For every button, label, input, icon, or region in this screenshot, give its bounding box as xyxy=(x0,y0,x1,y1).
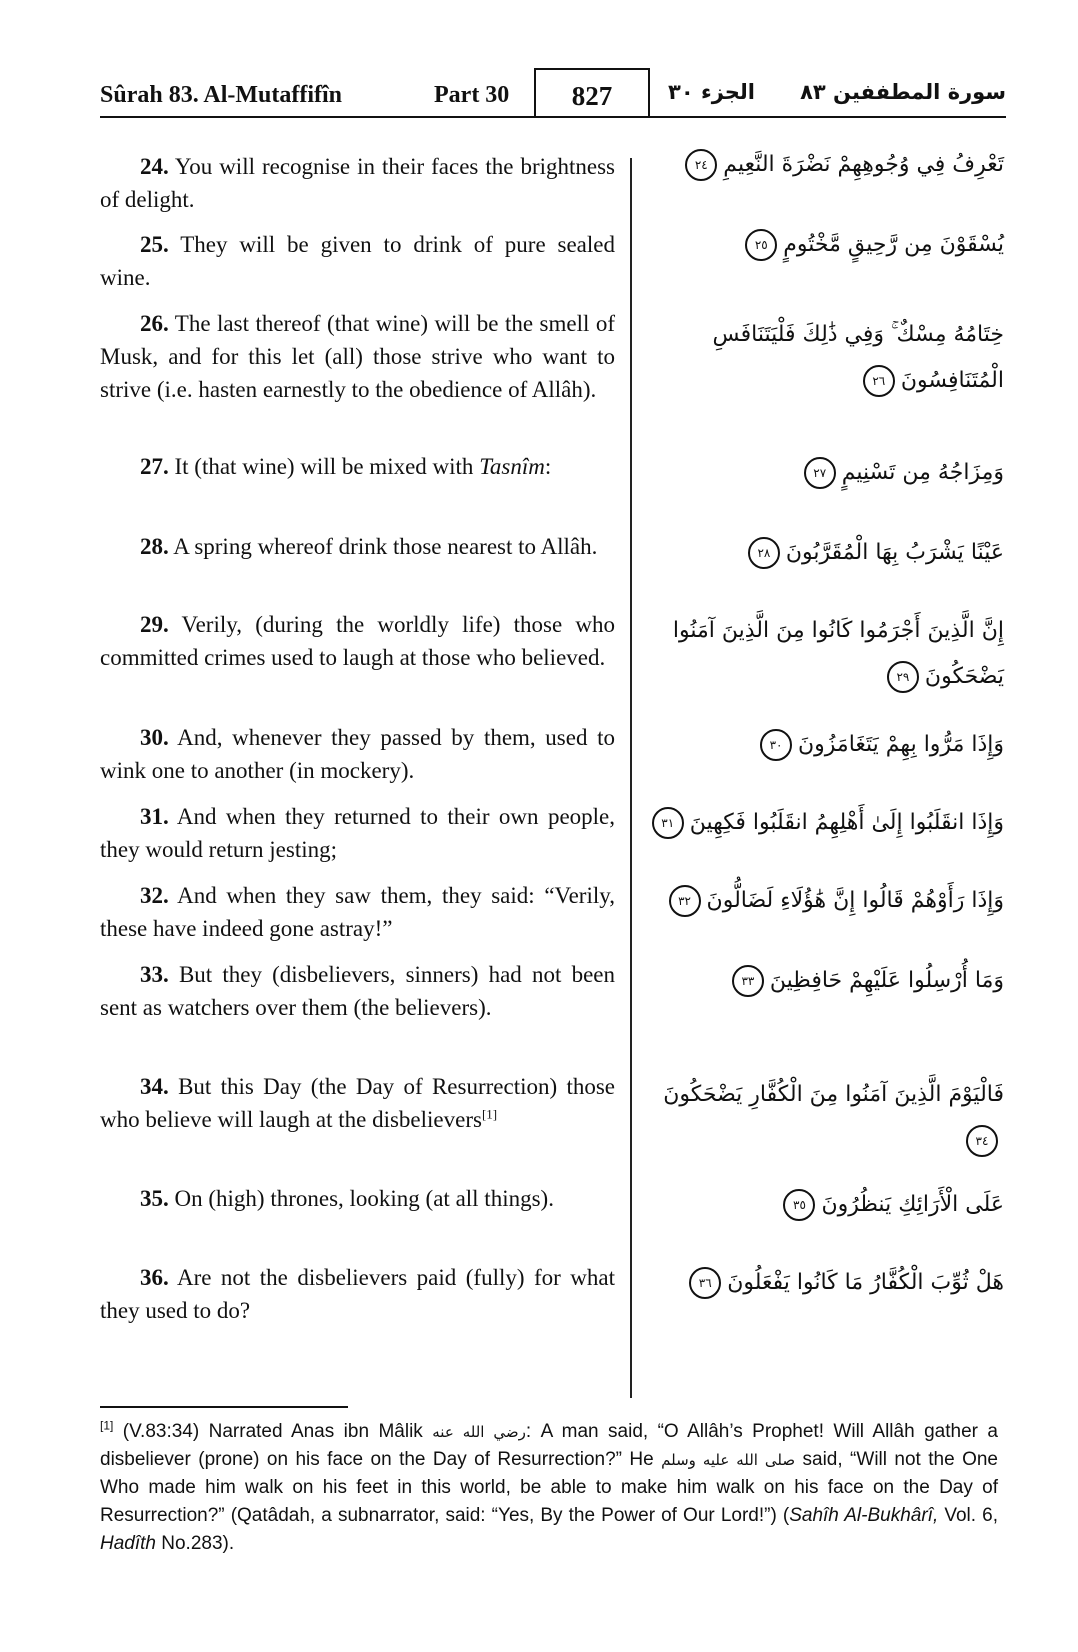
arabic-text: وَإِذَا مَرُّوا بِهِمْ يَتَغَامَزُونَ xyxy=(798,732,1004,757)
verse-end-marker-icon: ٢٦ xyxy=(863,365,895,397)
verse-29-arabic xyxy=(650,608,1004,700)
verse-end-marker-icon: ٢٧ xyxy=(804,457,836,489)
arabic-text: فَالْيَوْمَ الَّذِينَ آمَنُوا مِنَ الْكُفَّارِ يَضْحَكُونَ xyxy=(663,1082,1004,1107)
verse-text: On (high) thrones, looking (at all things). xyxy=(168,1186,554,1211)
verse-end-marker-icon: ٢٩ xyxy=(887,661,919,693)
verse-end-marker-icon: ٢٥ xyxy=(745,229,777,261)
footnote-arabic-honorific: صلى الله عليه وسلم xyxy=(661,1451,796,1469)
verse-end-marker-icon: ٣٥ xyxy=(783,1189,815,1221)
footnote-source-term: Hadîth xyxy=(100,1533,156,1554)
verse-number: 32. xyxy=(140,883,169,908)
verse-end-marker-icon: ٣٢ xyxy=(669,885,701,917)
verse-27-arabic xyxy=(650,450,1004,496)
verse-36-arabic xyxy=(650,1260,1004,1306)
verse-text: But this Day (the Day of Resurrection) those who believe will laugh at the disbelievers xyxy=(100,1074,615,1132)
header-divider xyxy=(100,116,1006,118)
arabic-text: وَمِزَاجُهُ مِن تَسْنِيمٍ xyxy=(841,460,1004,485)
verse-number: 36. xyxy=(140,1265,169,1290)
verse-34-arabic xyxy=(650,1072,1004,1164)
verse-end-marker-icon: ٣٤ xyxy=(966,1125,998,1157)
verse-25-translation xyxy=(100,228,615,294)
verse-number: 35. xyxy=(140,1186,169,1211)
footnote-divider xyxy=(100,1406,348,1408)
page-number: 827 xyxy=(534,68,650,117)
surah-title-english: Sûrah 83. Al-Mutaffifîn xyxy=(100,82,343,108)
verse-33-arabic xyxy=(650,958,1004,1004)
verse-24-translation xyxy=(100,150,615,216)
verse-end-marker-icon: ٣٣ xyxy=(732,965,764,997)
verse-text: The last thereof (that wine) will be the smell of Musk, and for this let (all) those strive who want to strive (i.e. hasten earnestly to the obedience of Allâh). xyxy=(100,311,615,402)
verse-text: You will recognise in their faces the brightness of delight. xyxy=(100,154,615,212)
arabic-text: خِتَامُهُ مِسْكٌ ۚ وَفِي ذَٰلِكَ فَلْيَتَنَافَسِ الْمُتَنَافِسُونَ xyxy=(712,322,1004,393)
verse-text: Are not the disbelievers paid (fully) for what they used to do? xyxy=(100,1265,615,1323)
verse-text: And when they saw them, they said: “Verily, these have indeed gone astray!” xyxy=(100,883,615,941)
verse-29-translation xyxy=(100,608,615,674)
verse-end-marker-icon: ٣٦ xyxy=(689,1267,721,1299)
verse-text: And when they returned to their own people, they would return jesting; xyxy=(100,804,615,862)
verse-text: Verily, (during the worldly life) those who committed crimes used to laugh at those who believed. xyxy=(100,612,615,670)
arabic-text: هَلْ ثُوِّبَ الْكُفَّارُ مَا كَانُوا يَفْعَلُونَ xyxy=(727,1270,1004,1295)
arabic-text: وَمَا أُرْسِلُوا عَلَيْهِمْ حَافِظِينَ xyxy=(769,968,1004,993)
verse-end-marker-icon: ٢٨ xyxy=(748,537,780,569)
verse-text: They will be given to drink of pure sealed wine. xyxy=(100,232,615,290)
column-divider xyxy=(630,158,632,1398)
verse-number: 28. xyxy=(140,534,169,559)
verse-number: 31. xyxy=(140,804,169,829)
footnote-text: said, “Will not the One Who made him walk on his feet in this world, be able to make him walk on his face on the Day of Resurrection?” (Qatâdah, a subnarrator, said: “Yes, By the Power of Our Lord!”) ( xyxy=(100,1449,998,1526)
footnote-source-title: Sahîh Al-Bukhârî, xyxy=(789,1505,939,1526)
verse-text: It (that wine) will be mixed with xyxy=(168,454,480,479)
verse-26-translation xyxy=(100,307,615,406)
verse-number: 33. xyxy=(140,962,169,987)
verse-32-arabic xyxy=(650,878,1004,924)
footnote-text: No.283). xyxy=(155,1533,235,1554)
arabic-text: إِنَّ الَّذِينَ أَجْرَمُوا كَانُوا مِنَ الَّذِينَ آمَنُوا يَضْحَكُونَ xyxy=(672,618,1004,689)
arabic-text: عَلَى الْأَرَائِكِ يَنظُرُونَ xyxy=(821,1192,1004,1217)
verse-27-translation xyxy=(100,450,615,483)
arabic-text: يُسْقَوْنَ مِن رَّحِيقٍ مَّخْتُومٍ xyxy=(783,232,1004,257)
verse-end-marker-icon: ٢٤ xyxy=(685,149,717,181)
verse-number: 26. xyxy=(140,311,169,336)
arabic-text: تَعْرِفُ فِي وُجُوهِهِمْ نَضْرَةَ النَّعِيمِ xyxy=(723,152,1004,177)
surah-title-arabic: سورة المطففين ٨٣ xyxy=(800,80,1006,104)
arabic-text: وَإِذَا رَأَوْهُمْ قَالُوا إِنَّ هَٰؤُلَاءِ لَضَالُّونَ xyxy=(706,888,1004,913)
verse-35-translation xyxy=(100,1182,615,1215)
verse-number: 29. xyxy=(140,612,169,637)
verse-28-arabic xyxy=(650,530,1004,576)
footnote xyxy=(100,1418,998,1558)
verse-text: But they (disbelievers, sinners) had not been sent as watchers over them (the believers). xyxy=(100,962,615,1020)
arabic-text: عَيْنًا يَشْرَبُ بِهَا الْمُقَرَّبُونَ xyxy=(785,540,1004,565)
verse-number: 30. xyxy=(140,725,169,750)
verse-36-translation xyxy=(100,1261,615,1327)
footnote-text: : A man said, “O Allâh’s Prophet! Will Allâh gather a disbeliever (prone) on his face on the Day of Resurrection?” He xyxy=(100,1421,998,1470)
footnote-text: Vol. 6, xyxy=(938,1505,998,1526)
verse-text: And, whenever they passed by them, used to wink one to another (in mockery). xyxy=(100,725,615,783)
verse-31-arabic xyxy=(650,800,1004,846)
verse-25-arabic xyxy=(650,222,1004,268)
verse-34-translation xyxy=(100,1070,615,1136)
verse-30-translation xyxy=(100,721,615,787)
footnote-text: (V.83:34) Narrated Anas ibn Mâlik xyxy=(113,1421,433,1442)
verse-30-arabic xyxy=(650,722,1004,768)
footnote-reference: [1] xyxy=(481,1106,498,1122)
verse-text-tail: : xyxy=(544,454,552,479)
verse-28-translation xyxy=(100,530,615,563)
verse-33-translation xyxy=(100,958,615,1024)
page-header xyxy=(100,68,1006,116)
part-label-english: Part 30 xyxy=(434,82,510,108)
verse-number: 34. xyxy=(140,1074,169,1099)
arabic-text: وَإِذَا انقَلَبُوا إِلَىٰ أَهْلِهِمُ انقَلَبُوا فَكِهِينَ xyxy=(689,810,1004,835)
verse-26-arabic xyxy=(650,312,1004,404)
part-label-arabic: الجزء ٣٠ xyxy=(668,80,755,104)
verse-number: 25. xyxy=(140,232,169,257)
verse-number: 24. xyxy=(140,154,169,179)
verse-text: A spring whereof drink those nearest to Allâh. xyxy=(168,534,598,559)
footnote-arabic-honorific: رضي الله عنه xyxy=(432,1423,526,1441)
verse-italic-term: Tasnîm xyxy=(479,454,545,479)
verse-24-arabic xyxy=(650,142,1004,188)
verse-35-arabic xyxy=(650,1182,1004,1228)
verse-number: 27. xyxy=(140,454,169,479)
verse-end-marker-icon: ٣٠ xyxy=(760,729,792,761)
verse-31-translation xyxy=(100,800,615,866)
verse-end-marker-icon: ٣١ xyxy=(652,807,684,839)
footnote-mark: [1] xyxy=(100,1418,114,1433)
verse-32-translation xyxy=(100,879,615,945)
